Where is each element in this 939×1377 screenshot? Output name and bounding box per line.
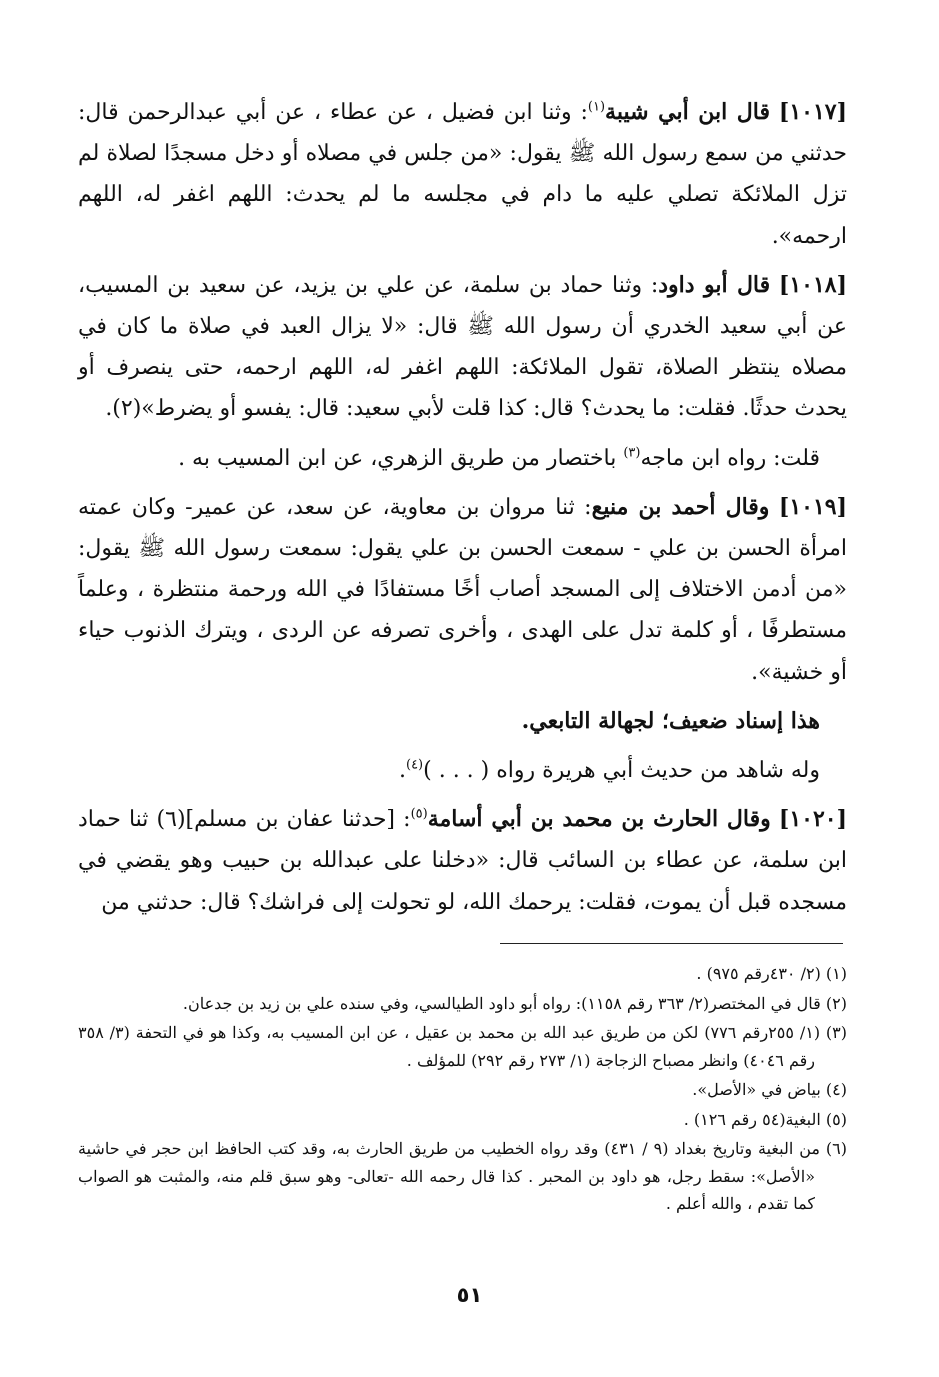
hadith-text: : وثنا ابن فضيل ، عن عطاء ، عن أبي عبدالرحمن قال: حدثني من سمع رسول الله ﷺ يقول: «من جلس في مصلاه أو دخل مسجدًا لصلاة لم تزل الملائكة تصلي عليه ما دام في مجلسه ما لم يحدث: اللهم اغفر له، اللهم ارحمه». [78, 100, 847, 249]
footnote-4: (٤) بياض في «الأصل». [692, 1080, 847, 1099]
hadith-text: : ثنا مروان بن معاوية، عن سعد، عن عمير- وكان عمته امرأة الحسن بن علي - سمعت الحسن بن علي يقول: سمعت رسول الله ﷺ يقول: «من أدمن الاختلاف إلى المسجد أصاب أخًا مستفادًا في الله ورحمة منتظرة ، وعلماً مستطرفًا ، أو كلمة تدل على الهدى ، وأخرى تصرفه عن الردى ، ويترك الذنوب حياء أو خشية». [78, 494, 847, 685]
narrator-lead: قال أبو داود [658, 271, 771, 298]
footnote-2: (٢) قال في المختصر(٢/ ٣٦٣ رقم ١١٥٨): رواه أبو داود الطيالسي، وفي سنده علي بن زيد بن جدعان. [182, 993, 847, 1013]
footnote-ref: (٣) [623, 445, 641, 461]
hadith-number: [١٠١٧] [778, 99, 848, 125]
witness-text: وله شاهد من حديث أبي هريرة رواه ( . . . ) [423, 758, 820, 784]
footnote-5: (٥) البغية(٥٤ رقم ١٢٦) . [683, 1109, 847, 1129]
hadith-1018 [78, 265, 847, 430]
footnote-3: (٣) (١/ ٢٥٥رقم ٧٧٦) لكن من طريق عبد الله بن محمد بن عقيل ، عن ابن المسيب به، وكذا هو في التحفة (٣/ ٣٥٨ رقم ٤٠٤٦) وانظر مصباح الزجاجة (١/ ٢٧٣ رقم ٢٩٢) للمؤلف . [78, 1023, 848, 1070]
hadith-1017 [78, 92, 847, 257]
commentary-text-rest: باختصار من طريق الزهري، عن ابن المسيب به . [178, 445, 624, 471]
footnote-1: (١) (٢/ ٤٣٠رقم ٩٧٥) . [696, 964, 847, 983]
footnotes [78, 960, 847, 1220]
footnote-ref: (٤) [405, 757, 424, 773]
hadith-1019 [78, 487, 847, 693]
footnote-separator [500, 943, 843, 944]
hadith-number: [١٠١٨] [778, 271, 847, 298]
commentary-text: قلت: رواه ابن ماجه [640, 445, 820, 471]
narrator-lead: وقال أحمد بن منيع [591, 493, 770, 520]
page-number: ٥١ [456, 1283, 483, 1307]
footnote-ref: (٥) [410, 806, 428, 822]
hadith-number: [١٠١٩] [778, 493, 847, 520]
hadith-number: [١٠٢٠] [778, 806, 847, 833]
hadith-text: : وثنا حماد بن سلمة، عن علي بن يزيد، عن سعيد بن المسيب، عن أبي سعيد الخدري أن رسول الله ﷺ قال: «لا يزال العبد في صلاة ما كان في مصلاه ينتظر الصلاة، تقول الملائكة: اللهم اغفر له، اللهم ارحمه، حتى ينصرف أو يحدث حدثًا. فقلت: ما يحدث؟ قال: كذا قلت لأبي سعيد: قال: يفسو أو يضرط»(٢). [78, 272, 847, 422]
isnad-judgement [78, 701, 847, 742]
footnote-6: (٦) من البغية وتاريخ بغداد (٩ / ٤٣١) وقد رواه الخطيب من طريق الحارث به، وقد كتب الحافظ ابن حجر في حاشية «الأصل»: سقط رجل، هو داود بن المحبر . كذا قال رحمه الله -تعالى- وهو سبق قلم منه، والمثبت هو الصواب كما تقدم ، والله أعلم . [78, 1139, 848, 1213]
commentary-ibn-majah [78, 438, 847, 479]
footnote-ref: (١) [587, 99, 606, 115]
narrator-lead: وقال الحارث بن محمد بن أبي أسامة [427, 806, 771, 833]
witness-note [78, 750, 847, 791]
main-text [78, 92, 847, 931]
hadith-1020 [78, 799, 847, 923]
narrator-lead: قال ابن أبي شيبة [605, 99, 770, 125]
hadith-text: : [حدثنا عفان بن مسلم](٦) ثنا حماد ابن سلمة، عن عطاء بن السائب قال: «دخلنا على عبدالله بن حبيب وهو يقضي في مسجده قبل أن يموت، فقلت: يرحمك الله، لو تحولت إلى فراشك؟ قال: حدثني من [78, 807, 847, 915]
witness-end: . [398, 758, 406, 784]
isnad-weak-note: هذا إسناد ضعيف؛ لجهالة التابعي. [521, 707, 820, 734]
